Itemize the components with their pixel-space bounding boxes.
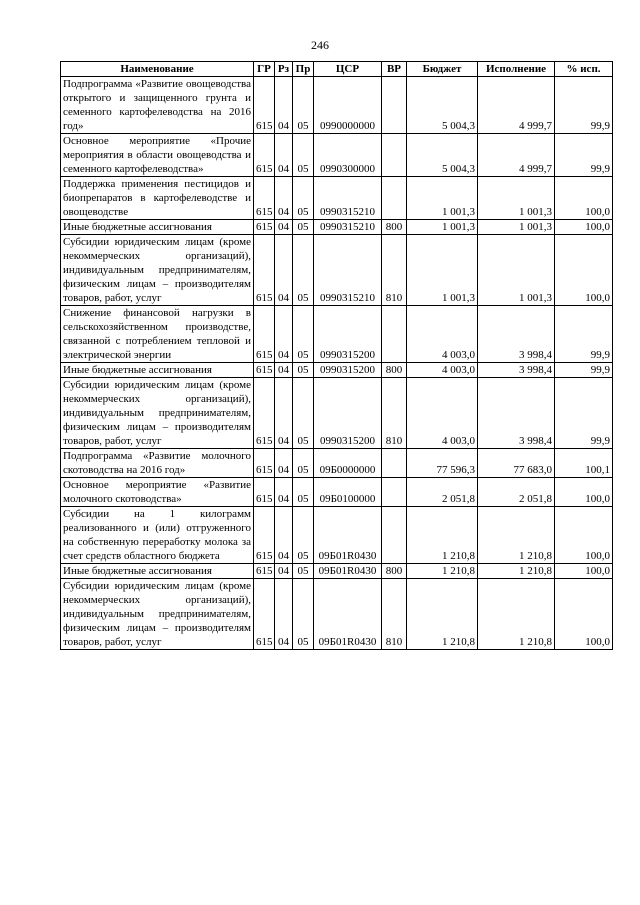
cell-pct: 100,0: [555, 507, 613, 564]
cell-execution: 2 051,8: [478, 478, 555, 507]
cell-pr: 05: [293, 235, 314, 306]
budget-execution-table: [60, 61, 613, 650]
header-vr: ВР: [382, 62, 407, 77]
table-row: [61, 220, 613, 235]
cell-pct: 99,9: [555, 363, 613, 378]
cell-name: Снижение финансовой нагрузки в сельскохозяйственном производстве, связанной с потреблением тепловой и электрической энергии: [61, 306, 254, 363]
cell-execution: 3 998,4: [478, 378, 555, 449]
cell-name: Поддержка применения пестицидов и биопрепаратов в картофелеводстве и овощеводстве: [61, 177, 254, 220]
cell-name: Основное мероприятие «Развитие молочного скотоводства»: [61, 478, 254, 507]
cell-csr: 09Б01R0430: [314, 507, 382, 564]
cell-budget: 4 003,0: [407, 363, 478, 378]
cell-csr: 09Б01R0430: [314, 579, 382, 650]
cell-gr: 615: [254, 363, 275, 378]
cell-rz: 04: [275, 77, 293, 134]
cell-gr: 615: [254, 478, 275, 507]
table-header-row: [61, 62, 613, 77]
cell-execution: 1 210,8: [478, 507, 555, 564]
cell-csr: 0990315200: [314, 363, 382, 378]
cell-budget: 5 004,3: [407, 134, 478, 177]
cell-execution: 4 999,7: [478, 134, 555, 177]
table-row: [61, 306, 613, 363]
cell-rz: 04: [275, 378, 293, 449]
table-row: [61, 363, 613, 378]
table-row: [61, 449, 613, 478]
cell-gr: 615: [254, 220, 275, 235]
cell-csr: 0990300000: [314, 134, 382, 177]
cell-pct: 100,0: [555, 235, 613, 306]
cell-name: Подпрограмма «Развитие овощеводства открытого и защищенного грунта и семенного картофелеводства на 2016 год»: [61, 77, 254, 134]
cell-vr: [382, 77, 407, 134]
cell-vr: 810: [382, 235, 407, 306]
cell-pr: 05: [293, 220, 314, 235]
cell-execution: 77 683,0: [478, 449, 555, 478]
cell-vr: 800: [382, 564, 407, 579]
header-pct: % исп.: [555, 62, 613, 77]
cell-budget: 77 596,3: [407, 449, 478, 478]
cell-name: Подпрограмма «Развитие молочного скотоводства на 2016 год»: [61, 449, 254, 478]
cell-gr: 615: [254, 378, 275, 449]
header-csr: ЦСР: [314, 62, 382, 77]
cell-pr: 05: [293, 77, 314, 134]
header-execution: Исполнение: [478, 62, 555, 77]
cell-execution: 1 210,8: [478, 564, 555, 579]
cell-name: Субсидии юридическим лицам (кроме некоммерческих организаций), индивидуальным предпринимателям, физическим лицам – производителям товаров, работ, услуг: [61, 378, 254, 449]
cell-pr: 05: [293, 449, 314, 478]
table-row: [61, 564, 613, 579]
cell-pct: 99,9: [555, 306, 613, 363]
cell-execution: 3 998,4: [478, 306, 555, 363]
cell-pr: 05: [293, 378, 314, 449]
cell-rz: 04: [275, 507, 293, 564]
cell-vr: [382, 134, 407, 177]
cell-pct: 99,9: [555, 378, 613, 449]
cell-rz: 04: [275, 564, 293, 579]
cell-gr: 615: [254, 507, 275, 564]
page-number: 246: [311, 38, 329, 52]
cell-pct: 100,0: [555, 177, 613, 220]
cell-gr: 615: [254, 235, 275, 306]
cell-rz: 04: [275, 363, 293, 378]
cell-budget: 1 001,3: [407, 220, 478, 235]
cell-rz: 04: [275, 579, 293, 650]
cell-gr: 615: [254, 306, 275, 363]
cell-pct: 100,0: [555, 579, 613, 650]
cell-pr: 05: [293, 306, 314, 363]
cell-vr: 800: [382, 363, 407, 378]
cell-execution: 1 001,3: [478, 235, 555, 306]
cell-rz: 04: [275, 235, 293, 306]
table-row: [61, 478, 613, 507]
cell-pct: 100,0: [555, 564, 613, 579]
cell-name: Иные бюджетные ассигнования: [61, 220, 254, 235]
cell-name: Субсидии на 1 килограмм реализованного и (или) отгруженного на собственную переработку молока за счет средств областного бюджета: [61, 507, 254, 564]
cell-gr: 615: [254, 564, 275, 579]
cell-pr: 05: [293, 478, 314, 507]
cell-rz: 04: [275, 449, 293, 478]
cell-gr: 615: [254, 77, 275, 134]
table-row: [61, 77, 613, 134]
cell-budget: 1 001,3: [407, 177, 478, 220]
cell-pr: 05: [293, 177, 314, 220]
cell-csr: 0990315200: [314, 378, 382, 449]
header-pr: Пр: [293, 62, 314, 77]
cell-pct: 99,9: [555, 77, 613, 134]
header-gr: ГР: [254, 62, 275, 77]
cell-pr: 05: [293, 507, 314, 564]
cell-csr: 09Б0000000: [314, 449, 382, 478]
header-name: Наименование: [61, 62, 254, 77]
cell-vr: [382, 478, 407, 507]
cell-vr: [382, 177, 407, 220]
cell-csr: 0990000000: [314, 77, 382, 134]
cell-gr: 615: [254, 134, 275, 177]
cell-execution: 3 998,4: [478, 363, 555, 378]
cell-gr: 615: [254, 177, 275, 220]
cell-name: Основное мероприятие «Прочие мероприятия в области овощеводства и семенного картофелеводства»: [61, 134, 254, 177]
cell-vr: 800: [382, 220, 407, 235]
table-row: [61, 378, 613, 449]
cell-csr: 0990315210: [314, 177, 382, 220]
cell-budget: 1 210,8: [407, 579, 478, 650]
table-row: [61, 134, 613, 177]
cell-pr: 05: [293, 134, 314, 177]
cell-gr: 615: [254, 449, 275, 478]
cell-execution: 1 210,8: [478, 579, 555, 650]
cell-vr: [382, 507, 407, 564]
cell-csr: 09Б01R0430: [314, 564, 382, 579]
table-row: [61, 177, 613, 220]
cell-budget: 4 003,0: [407, 306, 478, 363]
cell-name: Субсидии юридическим лицам (кроме некоммерческих организаций), индивидуальным предпринимателям, физическим лицам – производителям товаров, работ, услуг: [61, 235, 254, 306]
cell-pr: 05: [293, 564, 314, 579]
cell-budget: 1 210,8: [407, 564, 478, 579]
header-rz: Рз: [275, 62, 293, 77]
cell-name: Иные бюджетные ассигнования: [61, 564, 254, 579]
cell-vr: 810: [382, 579, 407, 650]
cell-vr: 810: [382, 378, 407, 449]
cell-name: Субсидии юридическим лицам (кроме некоммерческих организаций), индивидуальным предпринимателям, физическим лицам – производителям товаров, работ, услуг: [61, 579, 254, 650]
cell-csr: 0990315210: [314, 235, 382, 306]
cell-vr: [382, 306, 407, 363]
header-budget: Бюджет: [407, 62, 478, 77]
cell-csr: 0990315210: [314, 220, 382, 235]
cell-pct: 100,1: [555, 449, 613, 478]
cell-pct: 99,9: [555, 134, 613, 177]
cell-pr: 05: [293, 579, 314, 650]
cell-name: Иные бюджетные ассигнования: [61, 363, 254, 378]
cell-pct: 100,0: [555, 478, 613, 507]
cell-execution: 1 001,3: [478, 220, 555, 235]
cell-budget: 2 051,8: [407, 478, 478, 507]
table-row: [61, 579, 613, 650]
cell-pr: 05: [293, 363, 314, 378]
cell-execution: 4 999,7: [478, 77, 555, 134]
table-row: [61, 235, 613, 306]
cell-budget: 1 210,8: [407, 507, 478, 564]
cell-vr: [382, 449, 407, 478]
cell-rz: 04: [275, 134, 293, 177]
cell-budget: 5 004,3: [407, 77, 478, 134]
cell-rz: 04: [275, 306, 293, 363]
cell-rz: 04: [275, 478, 293, 507]
cell-budget: 4 003,0: [407, 378, 478, 449]
cell-budget: 1 001,3: [407, 235, 478, 306]
cell-csr: 0990315200: [314, 306, 382, 363]
cell-csr: 09Б0100000: [314, 478, 382, 507]
table-row: [61, 507, 613, 564]
cell-pct: 100,0: [555, 220, 613, 235]
table-body: [61, 77, 613, 650]
cell-gr: 615: [254, 579, 275, 650]
cell-execution: 1 001,3: [478, 177, 555, 220]
cell-rz: 04: [275, 220, 293, 235]
cell-rz: 04: [275, 177, 293, 220]
